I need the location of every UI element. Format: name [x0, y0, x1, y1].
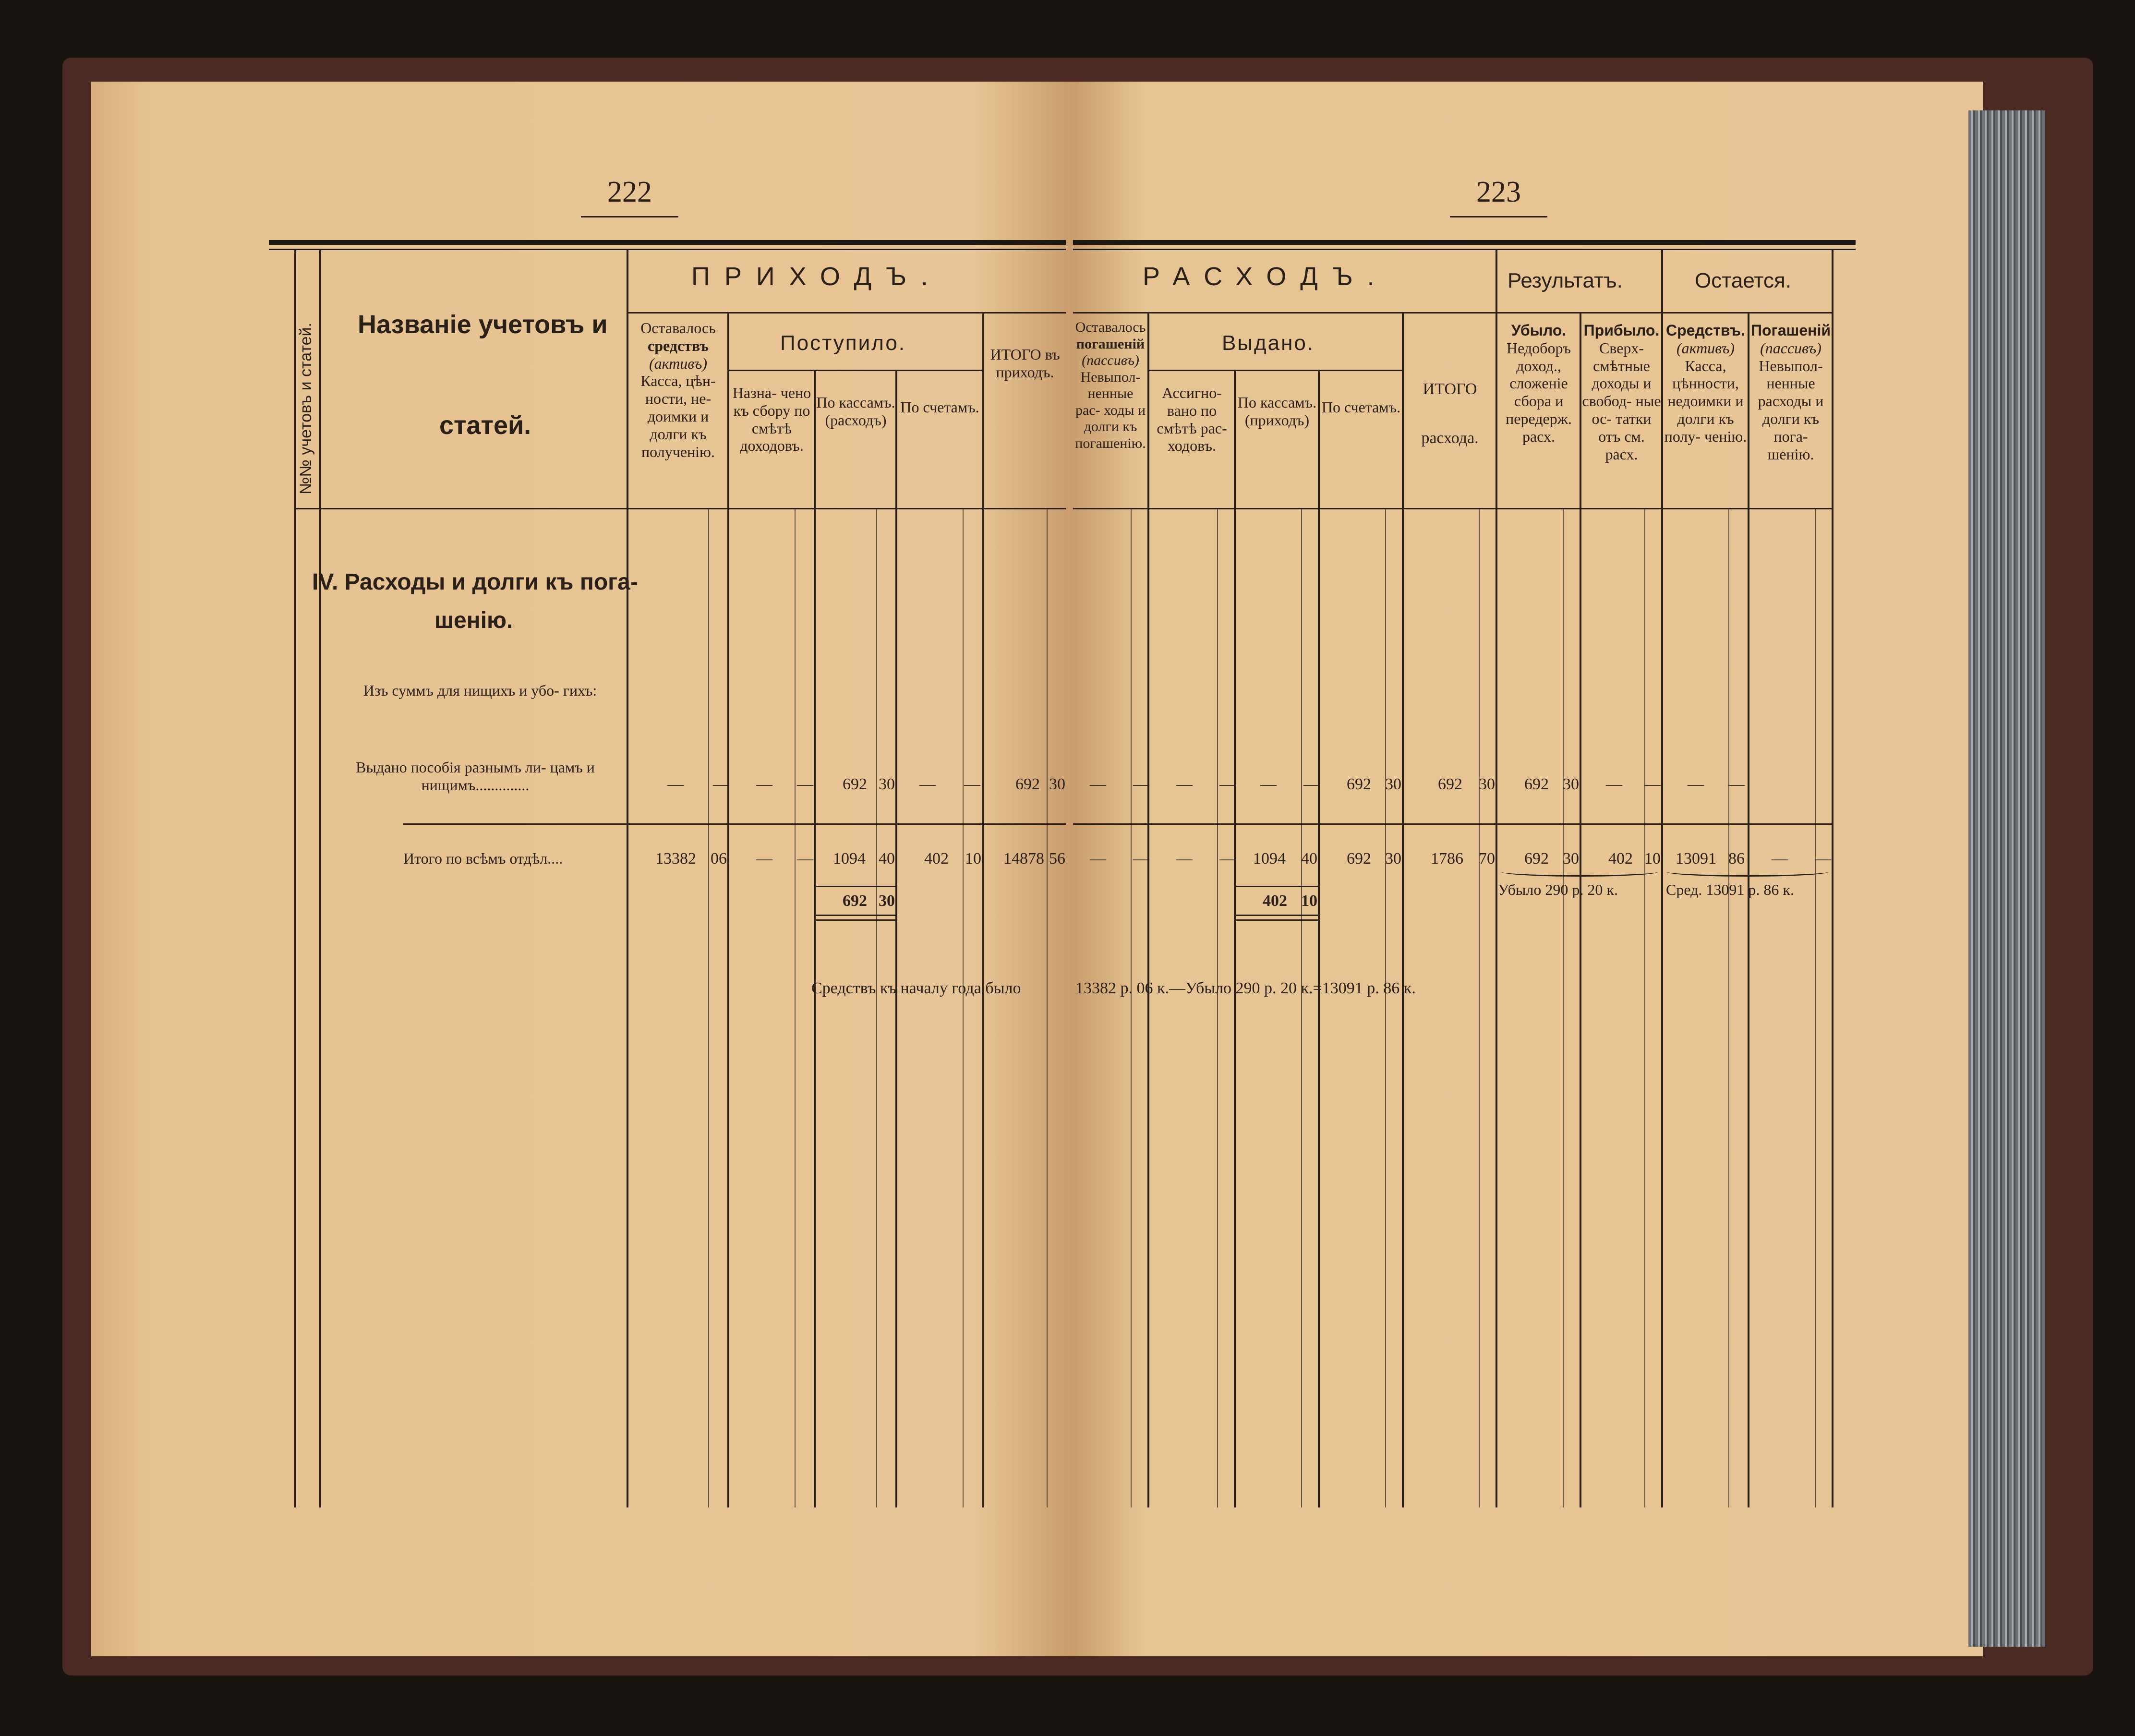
dash: — — [797, 850, 813, 868]
r1-kassam-kop: 30 — [879, 775, 895, 793]
vydano-header: Выдано. — [1222, 331, 1315, 355]
group-title-line1: IV. Расходы и долги къ пога- — [312, 569, 638, 595]
r3-kassam-r: 402 — [1263, 892, 1287, 910]
col-pribylo-header: Прибыло. Сверх- смѣтные доходы и свобод- ные ос- татки отъ см. расх. — [1582, 322, 1661, 463]
kop-line — [1815, 509, 1816, 1507]
r1-itogo-r: 692 — [1438, 775, 1462, 793]
dash: — — [756, 775, 772, 793]
dash: — — [1772, 850, 1788, 868]
brace-ostaetsya — [1666, 867, 1829, 877]
r2-kassam: 1094 — [833, 850, 866, 868]
group-subtitle: Изъ суммъ для нищихъ и убо- гихъ: — [363, 682, 597, 699]
vline — [1661, 250, 1663, 1507]
rezultat-title: Результатъ. — [1508, 269, 1623, 292]
dash: — — [1644, 775, 1661, 793]
brace-rezultat — [1500, 867, 1659, 877]
dash: — — [919, 775, 936, 793]
kop-line — [1301, 509, 1302, 1507]
r1-kassam: 692 — [843, 775, 867, 793]
dash: — — [667, 775, 684, 793]
kop-line — [1479, 509, 1480, 1507]
r2-sred: 13091 — [1676, 850, 1716, 868]
hline — [1147, 370, 1402, 371]
kop-line — [708, 509, 709, 1507]
dash: — — [1133, 775, 1149, 793]
kop-line — [876, 509, 877, 1507]
dash: — — [756, 850, 772, 868]
vline — [1318, 370, 1320, 1507]
prihod-title: ПРИХОДЪ. — [691, 262, 942, 291]
r1-schetam-r: 692 — [1347, 775, 1371, 793]
r2-schetam: 402 — [924, 850, 949, 868]
vline — [1580, 312, 1581, 1507]
top-rule-left-thin — [269, 249, 1066, 250]
r3-kassam-kop: 30 — [879, 892, 895, 910]
hline — [627, 312, 1066, 313]
kop-line — [795, 509, 796, 1507]
ubylo-note: Убыло 290 р. 20 к. — [1498, 881, 1618, 898]
box-bottom2 — [1236, 919, 1318, 921]
r1-itogo-kop: 30 — [1049, 775, 1065, 793]
dash: — — [797, 775, 813, 793]
dash: — — [1260, 775, 1277, 793]
col-ostavalos-pog-header: Оставалось погашеній (пассивъ) Невыпол- ненные рас- ходы и долги къ погашенію. — [1075, 319, 1146, 451]
r2-schetam-kop: 10 — [965, 850, 981, 868]
row-itogo-label: Итого по всѣмъ отдѣл.... — [403, 850, 563, 867]
hline — [1073, 312, 1832, 313]
vline — [294, 250, 296, 1507]
r2-kassam-r-kop: 40 — [1301, 850, 1317, 868]
col-pogash-header: Погашеній (пассивъ) Невыпол- ненные расходы и долги къ пога- шенію. — [1750, 322, 1831, 463]
name-header-line2: статей. — [439, 411, 531, 440]
r3-kassam: 692 — [843, 892, 867, 910]
box-top — [816, 886, 895, 887]
box-top — [1236, 886, 1318, 887]
dash: — — [1688, 775, 1704, 793]
r1-ubylo: 692 — [1524, 775, 1549, 793]
dash: — — [1133, 850, 1149, 868]
top-rule-right — [1073, 240, 1856, 245]
sum-line — [1073, 823, 1832, 825]
r2-sred-kop: 86 — [1728, 850, 1745, 868]
postupilo-header: Поступило. — [780, 331, 906, 355]
r2-itogo-r-kop: 70 — [1479, 850, 1495, 868]
r2-ubylo: 692 — [1524, 850, 1549, 868]
r2-itogo-kop: 56 — [1049, 850, 1065, 868]
hline — [727, 370, 982, 371]
r2-schetam-r: 692 — [1347, 850, 1371, 868]
col-itogo-header: ИТОГО въ приходъ. — [990, 346, 1060, 381]
kop-line — [1728, 509, 1729, 1507]
box-bottom — [1236, 915, 1318, 916]
dash: — — [1219, 775, 1236, 793]
dash: — — [1815, 850, 1831, 868]
vline — [895, 370, 897, 1507]
sum-line — [403, 823, 1066, 825]
top-rule-left — [269, 240, 1066, 245]
vline — [814, 370, 816, 1507]
col-po-kassam-header: По кассамъ. (расходъ) — [816, 394, 895, 429]
col-assign-header: Ассигно- вано по смѣтѣ рас- ходовъ. — [1157, 384, 1227, 455]
dash: — — [1606, 775, 1622, 793]
vline — [1832, 250, 1833, 1507]
dash: — — [713, 775, 729, 793]
page-number-right: 223 — [1476, 175, 1521, 209]
r1-itogo-r-kop: 30 — [1479, 775, 1495, 793]
r2-pribylo-kop: 10 — [1644, 850, 1661, 868]
header-bottom-line — [1073, 508, 1832, 509]
bottom-text-right: 13382 р. 06 к.—Убыло 290 р. 20 к.=13091 р. 86 к. — [1075, 979, 1416, 997]
r1-schetam-r-kop: 30 — [1385, 775, 1401, 793]
dash: — — [1090, 850, 1106, 868]
col-ubylo-header: Убыло. Недоборъ доход., сложеніе сбора и передерж. расх. — [1506, 322, 1572, 445]
r2-pribylo: 402 — [1608, 850, 1633, 868]
r2-itogo-r: 1786 — [1431, 850, 1463, 868]
name-header-line1: Названіе учетовъ и — [358, 310, 608, 339]
vline — [1147, 312, 1149, 1507]
r1-ubylo-kop: 30 — [1563, 775, 1579, 793]
r3-kassam-r-kop: 10 — [1301, 892, 1317, 910]
r2-ostavalos: 13382 — [655, 850, 696, 868]
row-vydano-label: Выдано пособія разнымъ ли- цамъ и нищимъ.............. — [356, 759, 595, 794]
col-itogo-r-header: ИТОГО расхода. — [1421, 380, 1479, 447]
vline — [1748, 312, 1749, 1507]
r2-ubylo-kop: 30 — [1563, 850, 1579, 868]
ostaetsya-title: Остается. — [1695, 269, 1792, 292]
vline — [319, 250, 321, 1507]
page-edges — [1968, 110, 2045, 1647]
vertical-col-label: №№ учетовъ и статей. — [297, 323, 315, 494]
vline — [982, 312, 984, 1507]
dash: — — [1728, 775, 1745, 793]
col-po-schetam-r-header: По счетамъ. — [1321, 398, 1401, 416]
bottom-text-left: Средствъ къ началу года было — [811, 979, 1021, 997]
top-rule-right-thin — [1073, 249, 1856, 250]
vline — [727, 312, 729, 1507]
kop-line — [1217, 509, 1218, 1507]
col-naznacheno-header: Назна- чено къ сбору по смѣтѣ доходовъ. — [732, 384, 811, 455]
col-sredstv-header: Средствъ. (активъ) Касса, цѣнности, недоимки и долги къ полу- ченію. — [1664, 322, 1747, 445]
col-po-kassam-r-header: По кассамъ. (приходъ) — [1237, 394, 1317, 429]
dash: — — [964, 775, 980, 793]
kop-line — [1563, 509, 1564, 1507]
sred-note: Сред. 13091 р. 86 к. — [1666, 881, 1794, 898]
r2-kassam-r: 1094 — [1253, 850, 1286, 868]
dash: — — [1176, 775, 1193, 793]
col-po-schetam-header: По счетамъ. — [900, 398, 979, 416]
rashod-title: РАСХОДЪ. — [1143, 262, 1389, 291]
kop-line — [1644, 509, 1645, 1507]
dash: — — [1219, 850, 1236, 868]
r2-itogo: 14878 — [1003, 850, 1044, 868]
r2-schetam-r-kop: 30 — [1385, 850, 1401, 868]
kop-line — [1131, 509, 1132, 1507]
page-number-left: 222 — [607, 175, 652, 209]
dash: — — [1176, 850, 1193, 868]
vline — [627, 250, 628, 1507]
kop-line — [963, 509, 964, 1507]
group-title-line2: шенію. — [434, 608, 513, 633]
col-ostavalos-header: Оставалось средствъ (активъ) Касса, цѣн- ности, не- доимки и долги къ полученію. — [640, 319, 716, 460]
vline — [1402, 312, 1404, 1507]
box-bottom — [816, 915, 895, 916]
kop-line — [1047, 509, 1048, 1507]
dash: — — [1303, 775, 1320, 793]
r1-itogo: 692 — [1015, 775, 1040, 793]
dash: — — [1090, 775, 1106, 793]
kop-line — [1385, 509, 1386, 1507]
vline — [1496, 250, 1497, 1507]
r2-kassam-kop: 40 — [879, 850, 895, 868]
r2-ostavalos-kop: 06 — [711, 850, 727, 868]
box-bottom2 — [816, 919, 895, 921]
vline — [1234, 370, 1236, 1507]
header-bottom-line — [294, 508, 1066, 509]
